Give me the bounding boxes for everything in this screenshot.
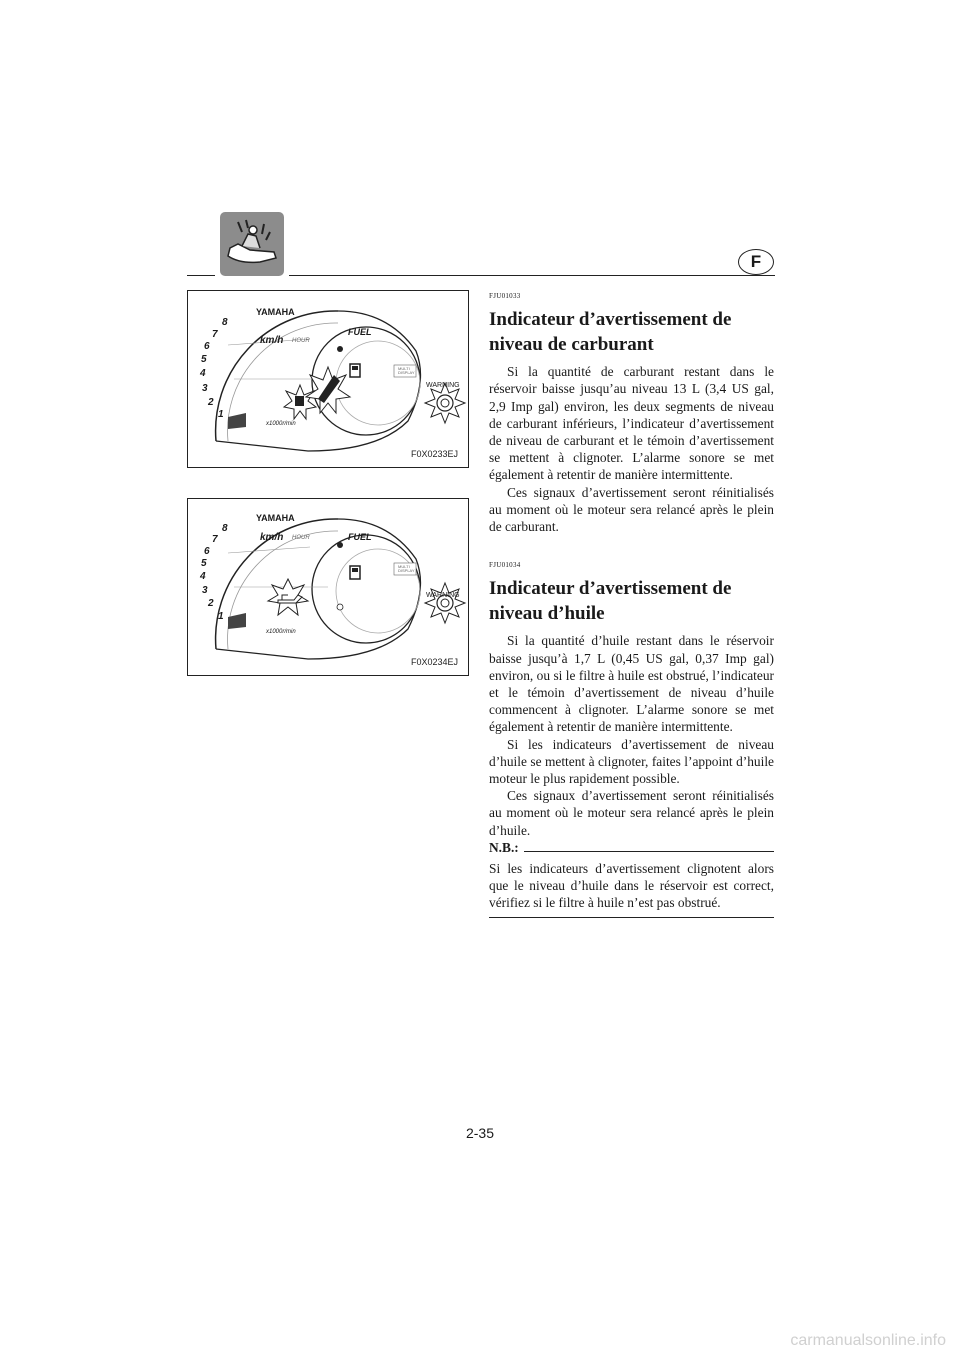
language-badge: F [738, 249, 774, 275]
figure-code: F0X0233EJ [410, 449, 458, 459]
hour-label: HOUR [292, 338, 310, 344]
section-code: FJU01034 [489, 561, 521, 570]
paragraph: Si les indicateurs d’avertissement de niveau d’huile se mettent à clignoter, faites l’appoint d’huile moteur le plus rapidement possible. [489, 736, 774, 787]
scale-8: 8 [222, 317, 228, 328]
scale-7: 7 [212, 329, 218, 340]
rpm-unit-label: x1000r/min [266, 629, 296, 635]
header-rule-left [187, 275, 215, 276]
speed-unit-label: km/h [260, 335, 284, 346]
multi-display-label: MULTI DISPLAY [398, 564, 415, 573]
brand-label: YAMAHA [256, 513, 295, 523]
scale-3: 3 [202, 383, 208, 394]
scale-7: 7 [212, 534, 218, 545]
scale-6: 6 [204, 546, 210, 557]
scale-5: 5 [201, 354, 207, 365]
header-rule-right [289, 275, 775, 276]
scale-6: 6 [204, 341, 210, 352]
scale-1: 1 [218, 611, 224, 622]
jetski-rider-icon [220, 212, 284, 276]
watermark: carmanualsonline.info [790, 1332, 946, 1349]
hour-label: HOUR [292, 535, 310, 541]
section-code: FJU01033 [489, 292, 521, 300]
speed-unit-label: km/h [260, 532, 284, 543]
scale-2: 2 [208, 397, 214, 408]
paragraph: Ces signaux d’avertissement seront réinitialisés au moment où le moteur sera relancé après le plein d’huile. [489, 788, 774, 838]
note-text: Si les indicateurs d’avertissement clignotent alors que le niveau d’huile dans le réservoir est correct, vérifiez si le filtre à huile n’est pas obstrué. [489, 861, 774, 911]
scale-4: 4 [200, 368, 206, 379]
section-title: Indicateur d’avertissement de niveau d’huile [489, 578, 732, 625]
scale-8: 8 [222, 523, 228, 534]
scale-4: 4 [200, 571, 206, 582]
paragraph: Si la quantité de carburant restant dans le réservoir baisse jusqu’au niveau 13 L (3,4 US gal, 2,9 Imp gal) environ, les deux segments de niveau de carburant inférieurs, l’indicateur d’avertissement de niveau de carburant et le témoin d’avertissement se mettent à clignoter. L’alarme sonore se met également à retentir de manière intermittente. [489, 364, 774, 483]
scale-3: 3 [202, 585, 208, 596]
warning-label: WARNING [426, 592, 460, 599]
rpm-unit-label: x1000r/min [266, 421, 296, 427]
note-rule [524, 851, 774, 852]
scale-1: 1 [218, 409, 224, 420]
note-end-rule [489, 917, 774, 918]
note-label: N.B.: [489, 839, 519, 855]
fuel-label: FUEL [348, 532, 372, 542]
figure-code: F0X0234EJ [410, 657, 458, 667]
figure-oil-warning [187, 498, 469, 676]
paragraph: Si la quantité d’huile restant dans le réservoir baisse jusqu’à 1,7 L (0,45 US gal, 0,37 Imp gal) environ, ou si le filtre à huile est obstrué, l’indicateur et le témoin d’avertissement de niveau d’huile commencent à clignoter. L’alarme sonore se met également à retentir de manière intermittente. [489, 633, 774, 735]
figure-fuel-warning [187, 290, 469, 468]
note-header [489, 839, 774, 856]
page-number: 2-35 [465, 1125, 495, 1141]
scale-5: 5 [201, 558, 207, 569]
warning-label: WARNING [426, 382, 460, 389]
scale-2: 2 [208, 598, 214, 609]
paragraph: Ces signaux d’avertissement seront réinitialisés au moment où le moteur sera relancé après le plein de carburant. [489, 484, 774, 535]
section-title: Indicateur d’avertissement de niveau de carburant [489, 309, 732, 356]
fuel-label: FUEL [348, 327, 372, 337]
multi-display-label: MULTI DISPLAY [398, 366, 415, 375]
brand-label: YAMAHA [256, 307, 295, 317]
text-column [489, 288, 774, 918]
